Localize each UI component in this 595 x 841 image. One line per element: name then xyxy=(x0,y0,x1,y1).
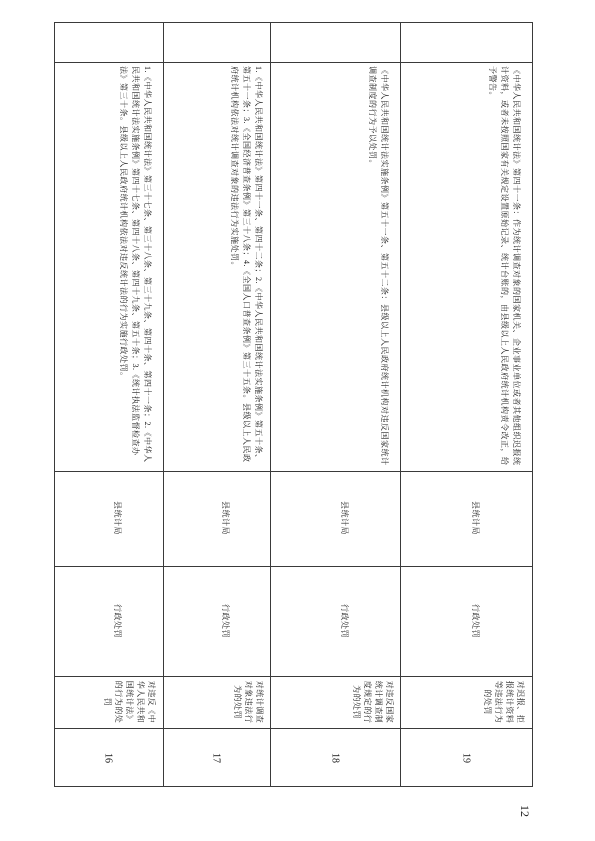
item-name: 对统计调查对象违法行为的处罚 xyxy=(233,680,264,724)
responsible-unit: 县统计局 xyxy=(221,501,230,535)
item-type: 行政处罚 xyxy=(113,604,122,638)
item-type: 行政处罚 xyxy=(340,604,349,638)
responsible-unit: 县统计局 xyxy=(113,501,122,535)
header-divider xyxy=(54,62,533,63)
row-number: 16 xyxy=(102,753,114,763)
legal-basis: 《中华人民共和国统计法实施条例》第五十一条、第五十二条：县级以上人民政府统计机构对违反国家统计调查制度的行为予以处罚。 xyxy=(368,66,389,466)
row-number: 17 xyxy=(210,753,222,763)
legal-basis: 1.《中华人民共和国统计法》第四十一条、第四十二条；2.《中华人民共和国统计法实施条例》第五十条、第五十一条；3.《全国经济普查条例》第三十八条；4.《全国人口普查条例》第三十五条。县级以上人民政府统计机构依法对统计调查对象的违法行为实施处罚。 xyxy=(230,66,263,463)
responsible-unit: 县统计局 xyxy=(340,501,349,535)
legal-basis: 《中华人民共和国统计法》第四十一条：作为统计调查对象的国家机关、企业事业单位或者其他组织迟报统计资料，或者未按照国家有关规定设置原始记录、统计台账的，由县级以上人民政府统计机构责令改正，给予警告。 xyxy=(488,66,521,466)
row-number: 18 xyxy=(329,753,341,763)
type-divider xyxy=(54,676,533,677)
record-divider xyxy=(400,22,401,787)
legal-basis: 1.《中华人民共和国统计法》第三十七条、第三十八条、第三十九条、第四十条、第四十一条；2.《中华人民共和国统计法实施条例》第四十七条、第四十八条、第四十九条、第五十条；3.《统计执法监督检查办法》第三十条。县级以上人民政府统计机构依法对违反统计法的行为实施行政处罚。 xyxy=(119,66,152,463)
item-type: 行政处罚 xyxy=(221,604,230,638)
item-name: 对迟报、拒报统计资料等违法行为的处罚 xyxy=(483,680,525,724)
basis-divider xyxy=(54,471,533,472)
responsible-unit: 县统计局 xyxy=(471,501,480,535)
unit-divider xyxy=(54,566,533,567)
row-number: 19 xyxy=(460,753,472,763)
record-divider xyxy=(270,22,271,787)
item-type: 行政处罚 xyxy=(471,604,480,638)
name-divider xyxy=(54,728,533,729)
page-number: 12 xyxy=(518,805,532,817)
item-name: 对违反国家统计调查制度规定的行为的处罚 xyxy=(352,680,394,724)
record-divider xyxy=(163,22,164,787)
item-name: 对违反《中华人民共和国统计法》的行为的处罚 xyxy=(103,680,156,724)
